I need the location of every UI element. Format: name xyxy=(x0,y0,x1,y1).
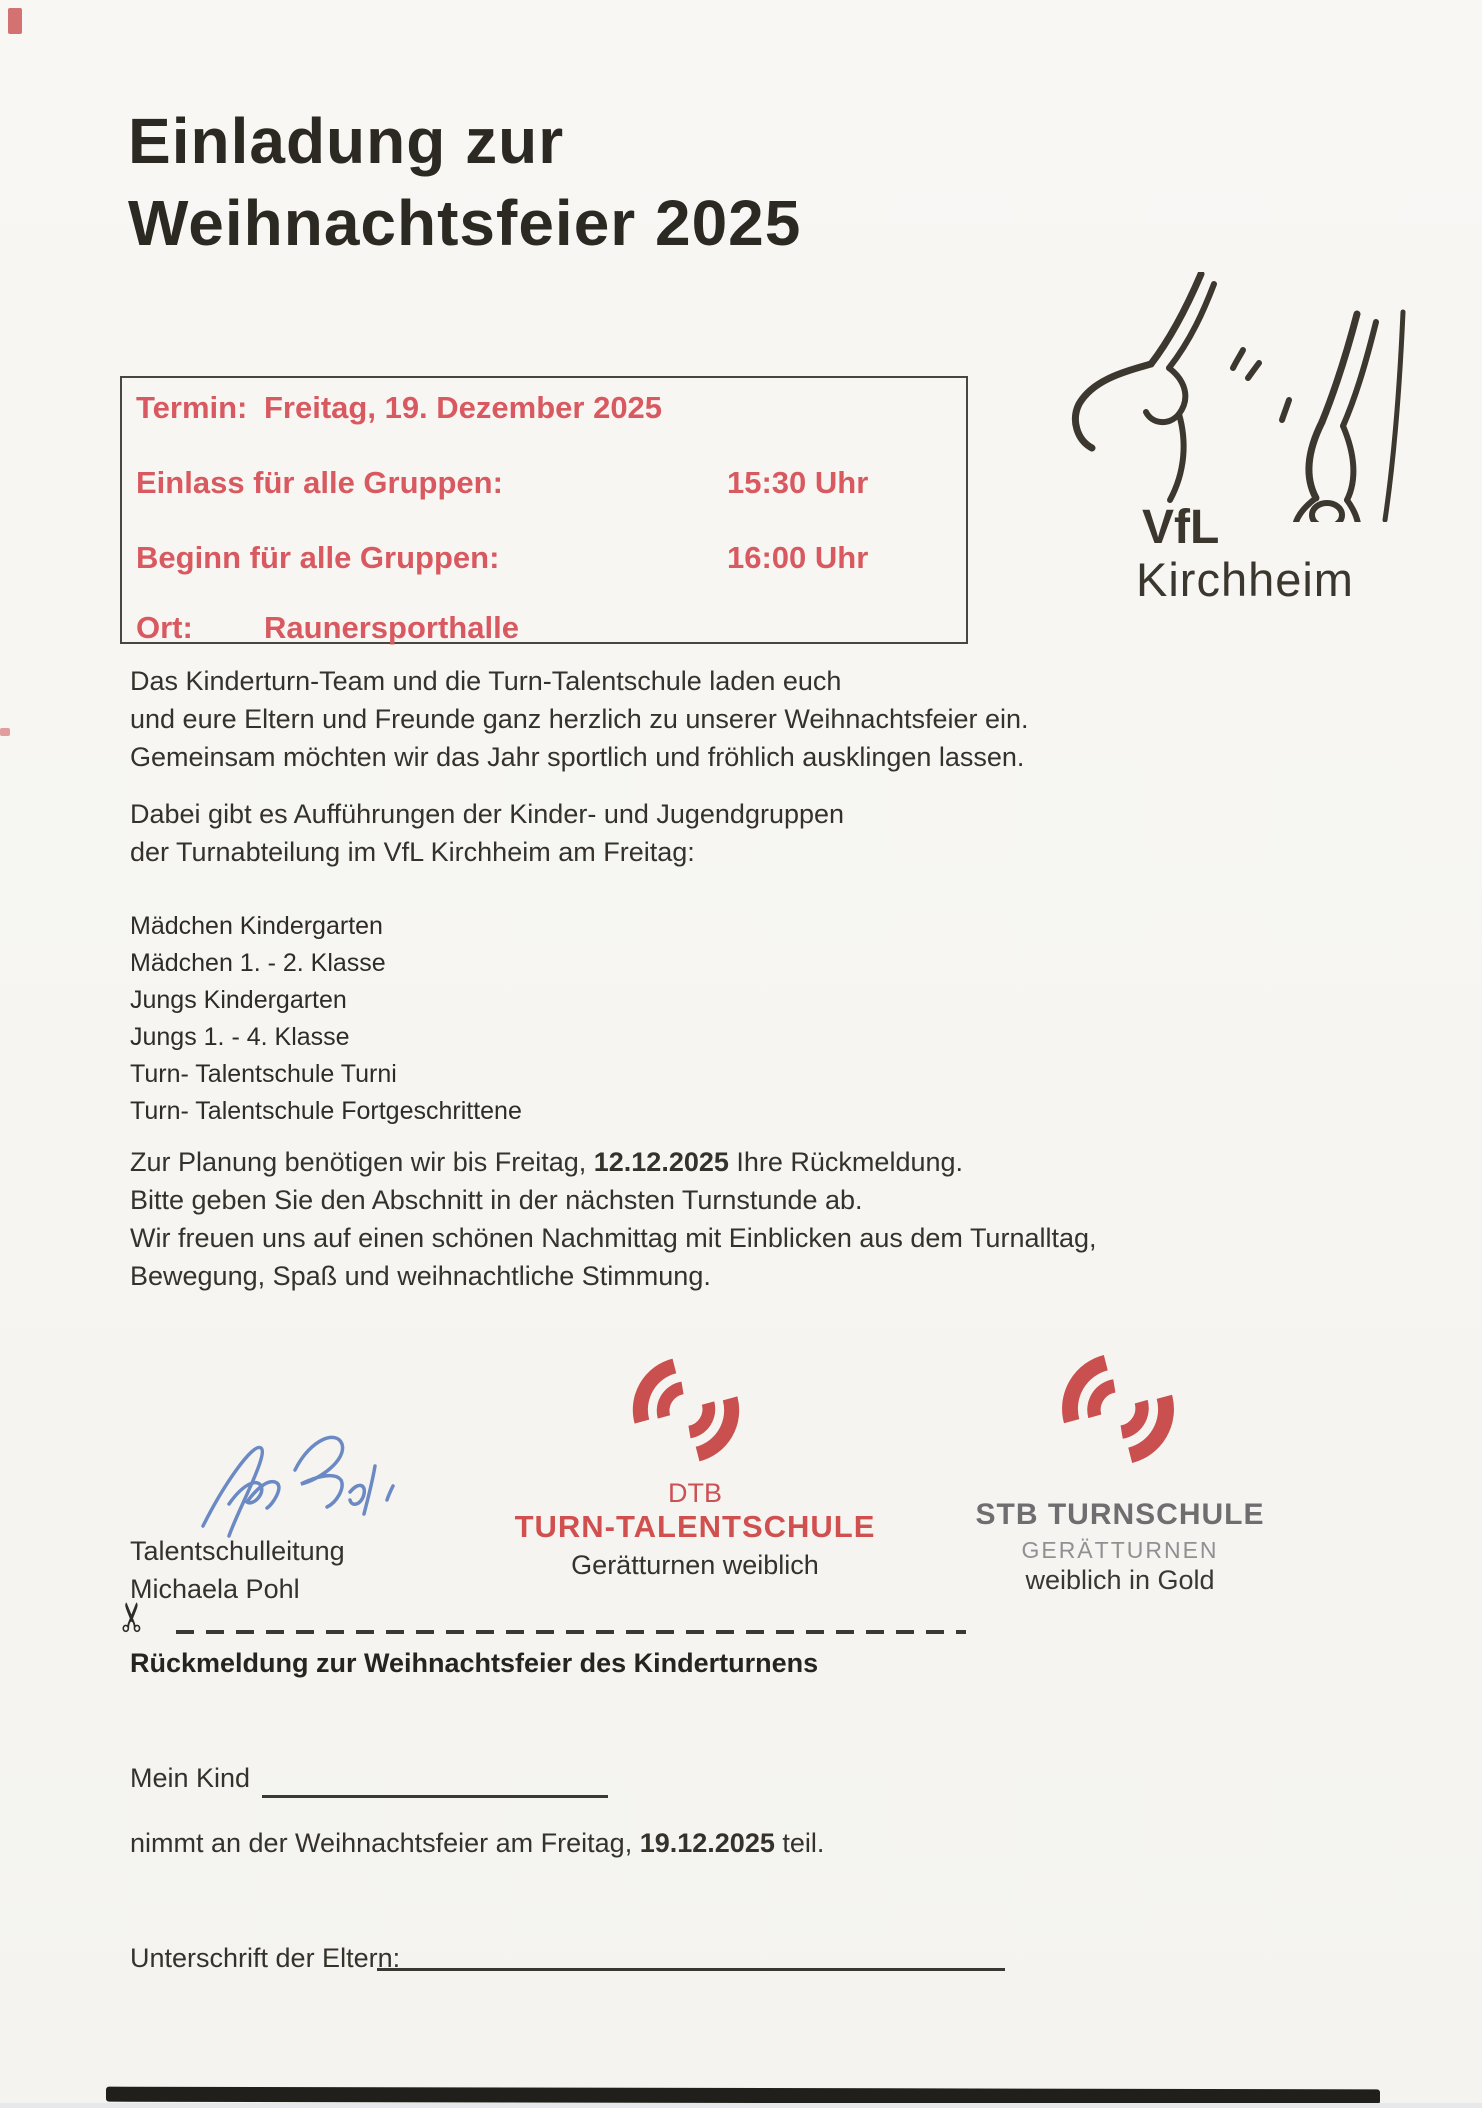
vfl-gymnasts-logo xyxy=(1005,272,1445,522)
reply-section-heading: Rückmeldung zur Weihnachtsfeier des Kinderturnens xyxy=(130,1648,819,1678)
info-label: Ort: xyxy=(136,610,193,645)
text-line: Gemeinsam möchten wir das Jahr sportlich und fröhlich ausklingen lassen. xyxy=(130,742,1025,772)
program-paragraph xyxy=(130,795,844,871)
cut-dashed-line xyxy=(176,1630,966,1634)
text-line: Das Kinderturn-Team und die Turn-Talentschule laden euch xyxy=(130,666,842,696)
list-item: Turn- Talentschule Turni xyxy=(130,1060,397,1088)
info-label: Termin: xyxy=(136,390,248,425)
dtb-swirl-logo xyxy=(618,1352,754,1468)
list-item: Turn- Talentschule Fortgeschrittene xyxy=(130,1097,522,1125)
dtb-subtitle: Gerätturnen weiblich xyxy=(571,1550,819,1580)
vfl-logo-city: Kirchheim xyxy=(1136,553,1354,606)
info-value: Raunersporthalle xyxy=(264,610,519,645)
scan-speck xyxy=(8,8,22,34)
child-name-write-line xyxy=(262,1795,608,1798)
text-segment: Zur Planung benötigen wir bis Freitag, xyxy=(130,1147,594,1177)
scissors-icon: ✂ xyxy=(110,1600,155,1634)
stb-swirl-logo xyxy=(1042,1348,1194,1470)
text-line: Dabei gibt es Aufführungen der Kinder- und Jugendgruppen xyxy=(130,799,845,829)
list-item: Mädchen Kindergarten xyxy=(130,912,383,940)
confirmation-line xyxy=(130,1828,824,1859)
child-name-label: Mein Kind xyxy=(130,1763,251,1793)
stb-title: STB TURNSCHULE xyxy=(975,1498,1265,1531)
page-title xyxy=(128,100,801,264)
signature-name: Michaela Pohl xyxy=(130,1574,300,1604)
groups-list xyxy=(130,908,522,1130)
signature-block xyxy=(130,1532,345,1608)
info-label: Einlass für alle Gruppen: xyxy=(136,465,503,500)
list-item: Jungs Kindergarten xyxy=(130,986,347,1014)
parent-signature-write-line xyxy=(377,1968,1005,1971)
dtb-org-label: DTB xyxy=(668,1478,722,1508)
title-line-2: Weihnachtsfeier 2025 xyxy=(128,187,802,259)
text-line: Bewegung, Spaß und weihnachtliche Stimmung. xyxy=(130,1261,711,1291)
parent-signature-label: Unterschrift der Eltern: xyxy=(130,1943,401,1973)
signature-role: Talentschulleitung xyxy=(130,1536,345,1566)
event-info-box xyxy=(120,376,968,644)
text-line xyxy=(130,1143,1097,1181)
vfl-logo-name: VfL xyxy=(1142,501,1220,554)
dtb-title: TURN-TALENTSCHULE xyxy=(514,1509,876,1544)
text-segment: Ihre Rückmeldung. xyxy=(728,1147,964,1177)
text-line: und eure Eltern und Freunde ganz herzlich zu unserer Weihnachtsfeier ein. xyxy=(130,704,1029,734)
event-date: 19.12.2025 xyxy=(639,1828,775,1858)
deadline-date: 12.12.2025 xyxy=(593,1147,729,1177)
text-line: der Turnabteilung im VfL Kirchheim am Freitag: xyxy=(130,837,695,867)
scan-edge-strip xyxy=(0,2103,1482,2108)
title-line-1: Einladung zur xyxy=(128,105,565,177)
info-value: Freitag, 19. Dezember 2025 xyxy=(264,390,663,425)
stb-subtitle2: weiblich in Gold xyxy=(1025,1565,1215,1595)
info-label: Beginn für alle Gruppen: xyxy=(136,540,500,575)
list-item: Mädchen 1. - 2. Klasse xyxy=(130,949,386,977)
info-value: 16:00 Uhr xyxy=(727,540,869,575)
text-line: Bitte geben Sie den Abschnitt in der nächsten Turnstunde ab. xyxy=(130,1185,863,1215)
stb-subtitle: GERÄTTURNEN xyxy=(1021,1537,1219,1563)
scan-speck xyxy=(0,728,10,736)
planning-paragraph xyxy=(130,1143,1097,1295)
intro-paragraph xyxy=(130,662,1029,776)
text-segment: nimmt an der Weihnachtsfeier am Freitag, xyxy=(130,1828,640,1858)
list-item: Jungs 1. - 4. Klasse xyxy=(130,1023,350,1051)
info-value: 15:30 Uhr xyxy=(727,465,869,500)
text-line: Wir freuen uns auf einen schönen Nachmittag mit Einblicken aus dem Turnalltag, xyxy=(130,1223,1097,1253)
scan-edge-bar xyxy=(106,2087,1380,2105)
text-segment: teil. xyxy=(774,1828,825,1858)
